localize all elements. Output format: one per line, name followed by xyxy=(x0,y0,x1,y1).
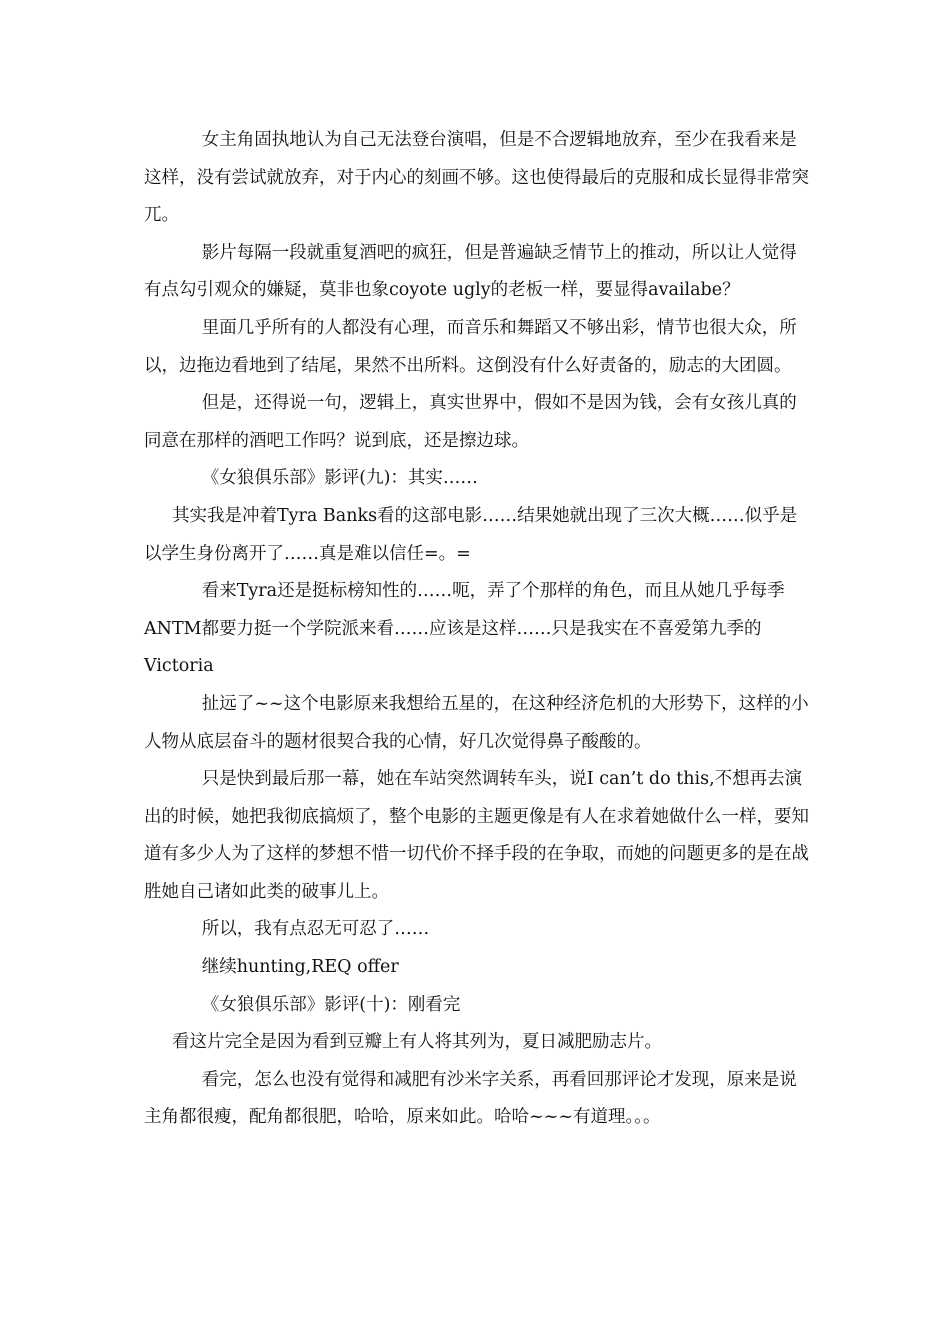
paragraph: 只是快到最后那一幕，她在车站突然调转车头，说I can’t do this,不想再去演出的时候，她把我彻底搞烦了，整个电影的主题更像是有人在求着她做什么一样，要知道有多少人为了这样的梦想不惜一切代价不择手段的在争取，而她的问题更多的是在战胜她自己诸如此类的破事儿上。 xyxy=(144,769,809,902)
paragraph: 女主角固执地认为自己无法登台演唱，但是不合逻辑地放弃，至少在我看来是这样，没有尝试就放弃，对于内心的刻画不够。这也使得最后的克服和成长显得非常突兀。 xyxy=(144,130,809,226)
paragraph: 所以，我有点忍无可忍了…… xyxy=(201,919,430,940)
paragraph: 看来Tyra还是挺标榜知性的……呃，弄了个那样的角色，而且从她几乎每季ANTM都要力挺一个学院派来看……应该是这样……只是我实在不喜爱第九季的Victoria xyxy=(144,581,785,677)
paragraph: 里面几乎所有的人都没有心理，而音乐和舞蹈又不够出彩，情节也很大众，所以，边拖边看地到了结尾，果然不出所料。这倒没有什么好责备的，励志的大团圆。 xyxy=(144,317,797,376)
paragraph: 继续hunting,REQ offer xyxy=(201,957,399,978)
paragraph: 看这片完全是因为看到豆瓣上有人将其列为，夏日减肥励志片。 xyxy=(172,1032,662,1053)
paragraph: 影片每隔一段就重复酒吧的疯狂，但是普遍缺乏情节上的推动，所以让人觉得有点勾引观众的嫌疑，莫非也象coyote ugly的老板一样，要显得availabe？ xyxy=(144,242,797,301)
paragraph: 扯远了~~这个电影原来我想给五星的，在这种经济危机的大形势下，这样的小人物从底层奋斗的题材很契合我的心情，好几次觉得鼻子酸酸的。 xyxy=(144,693,809,752)
paragraph: 但是，还得说一句，逻辑上，真实世界中，假如不是因为钱，会有女孩儿真的同意在那样的酒吧工作吗？说到底，还是擦边球。 xyxy=(144,393,797,451)
document-body xyxy=(144,122,814,1137)
paragraph: 其实我是冲着Tyra Banks看的这部电影……结果她就出现了三次大概……似乎是以学生身份离开了……真是难以信任=。= xyxy=(144,505,798,564)
paragraph: 看完，怎么也没有觉得和减肥有沙米字关系，再看回那评论才发现，原来是说主角都很瘦，配角都很肥，哈哈，原来如此。哈哈~~~有道理。。。 xyxy=(144,1069,797,1128)
review-heading: 《女狼俱乐部》影评(十)：刚看完 xyxy=(201,994,461,1015)
review-heading: 《女狼俱乐部》影评(九)：其实…… xyxy=(201,468,478,489)
